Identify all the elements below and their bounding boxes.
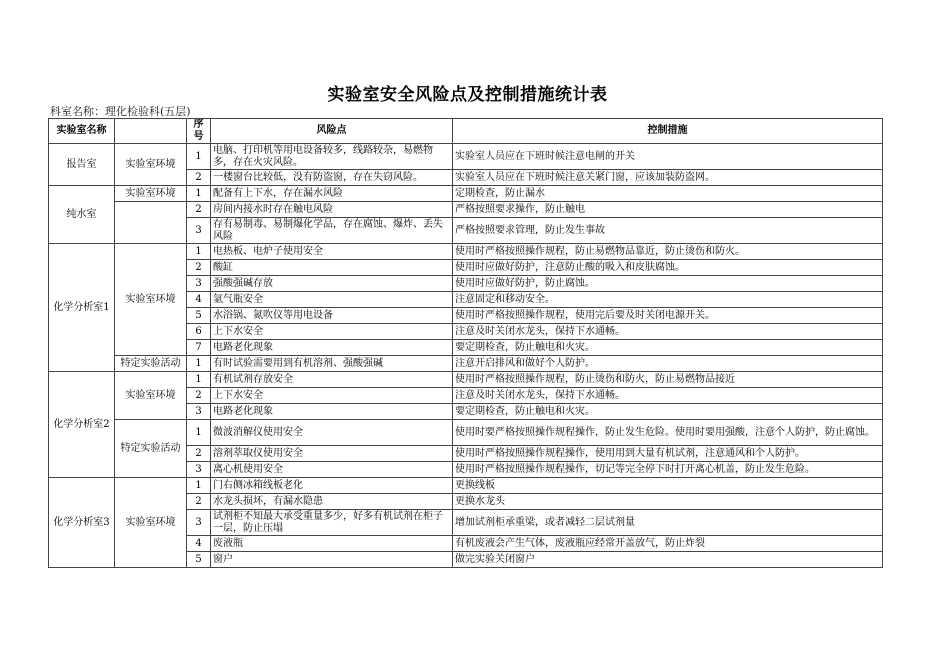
header-row	[49, 119, 883, 144]
risk-cell: 废液瓶	[211, 536, 453, 552]
control-cell: 实验室人员应在下班时候注意关紧门窗，应该加装防盗网。	[453, 170, 883, 186]
risk-cell: 微波消解仪使用安全	[211, 420, 453, 446]
risk-cell: 门右侧冰箱线板老化	[211, 478, 453, 494]
control-cell: 使用时要严格按照操作规程操作，防止发生危险。使用时要用强酸，注意个人防护，防止腐蚀。	[453, 420, 883, 446]
header-risk: 风险点	[211, 119, 453, 144]
risk-cell: 存有易制毒、易制爆化学品，存在腐蚀、爆炸、丢失风险	[211, 218, 453, 244]
category-cell	[115, 202, 187, 244]
no-cell: 5	[187, 552, 211, 568]
category-cell: 特定实验活动	[115, 356, 187, 372]
header-control: 控制措施	[453, 119, 883, 144]
risk-cell: 上下水安全	[211, 324, 453, 340]
no-cell: 4	[187, 536, 211, 552]
no-cell: 3	[187, 404, 211, 420]
risk-cell: 酸缸	[211, 260, 453, 276]
no-cell: 2	[187, 170, 211, 186]
table-row	[49, 144, 883, 170]
no-cell: 1	[187, 144, 211, 170]
category-cell: 实验室环境	[115, 478, 187, 568]
risk-cell: 有机试剂存放安全	[211, 372, 453, 388]
lab-name-cell: 化学分析室2	[49, 372, 115, 478]
risk-cell: 强酸强碱存放	[211, 276, 453, 292]
table-row	[49, 186, 883, 202]
no-cell: 1	[187, 420, 211, 446]
no-cell: 1	[187, 186, 211, 202]
header-lab-name: 实验室名称	[49, 119, 115, 144]
risk-cell: 有时试验需要用到有机溶剂、强酸强碱	[211, 356, 453, 372]
risk-cell: 水龙头损坏，有漏水隐患	[211, 494, 453, 510]
table-row	[49, 244, 883, 260]
control-cell: 使用时严格按照操作规程操作，使用用到大量有机试剂，注意通风和个人防护。	[453, 446, 883, 462]
page-title: 实验室安全风险点及控制措施统计表	[327, 85, 608, 105]
control-cell: 使用时应做好防护，注意防止酸的吸入和皮肤腐蚀。	[453, 260, 883, 276]
risk-table	[48, 118, 883, 568]
table-row	[49, 420, 883, 446]
control-cell: 做完实验关闭窗户	[453, 552, 883, 568]
risk-cell: 房间内接水时存在触电风险	[211, 202, 453, 218]
risk-cell: 上下水安全	[211, 388, 453, 404]
table-row	[49, 372, 883, 388]
no-cell: 7	[187, 340, 211, 356]
no-cell: 3	[187, 276, 211, 292]
lab-name-cell: 报告室	[49, 144, 115, 186]
control-cell: 使用时严格按照操作规程，防止易燃物品靠近，防止烫伤和防火。	[453, 244, 883, 260]
no-cell: 2	[187, 260, 211, 276]
control-cell: 严格按照要求管理，防止发生事故	[453, 218, 883, 244]
no-cell: 5	[187, 308, 211, 324]
control-cell: 更换线板	[453, 478, 883, 494]
risk-cell: 水浴锅、氮吹仪等用电设备	[211, 308, 453, 324]
no-cell: 2	[187, 202, 211, 218]
table-row	[49, 478, 883, 494]
no-cell: 2	[187, 446, 211, 462]
category-cell: 特定实验活动	[115, 420, 187, 478]
risk-cell: 电路老化现象	[211, 404, 453, 420]
risk-cell: 一楼窗台比较低，没有防盗窗，存在失窃风险。	[211, 170, 453, 186]
control-cell: 有机废液会产生气体，废液瓶应经常开盖放气，防止炸裂	[453, 536, 883, 552]
risk-cell: 氩气瓶安全	[211, 292, 453, 308]
risk-cell: 配备有上下水，存在漏水风险	[211, 186, 453, 202]
control-cell: 注意及时关闭水龙头，保持下水通畅。	[453, 324, 883, 340]
risk-cell: 窗户	[211, 552, 453, 568]
header-category	[115, 119, 187, 144]
table-row	[49, 202, 883, 218]
no-cell: 6	[187, 324, 211, 340]
control-cell: 更换水龙头	[453, 494, 883, 510]
header-no: 序号	[187, 119, 211, 144]
control-cell: 要定期检查，防止触电和火灾。	[453, 404, 883, 420]
no-cell: 1	[187, 372, 211, 388]
category-cell: 实验室环境	[115, 144, 187, 186]
no-cell: 2	[187, 494, 211, 510]
lab-name-cell: 化学分析室3	[49, 478, 115, 568]
no-cell: 2	[187, 388, 211, 404]
no-cell: 3	[187, 218, 211, 244]
risk-cell: 溶剂萃取仪使用安全	[211, 446, 453, 462]
no-cell: 1	[187, 244, 211, 260]
control-cell: 注意开启排风和做好个人防护。	[453, 356, 883, 372]
risk-cell: 电脑、打印机等用电设备较多，线路较杂，易燃物多，存在火灾风险。	[211, 144, 453, 170]
risk-cell: 电路老化现象	[211, 340, 453, 356]
control-cell: 使用时应做好防护，防止腐蚀。	[453, 276, 883, 292]
no-cell: 4	[187, 292, 211, 308]
control-cell: 要定期检查，防止触电和火灾。	[453, 340, 883, 356]
no-cell: 3	[187, 510, 211, 536]
control-cell: 增加试剂柜承重梁，或者减轻二层试剂量	[453, 510, 883, 536]
no-cell: 3	[187, 462, 211, 478]
no-cell: 1	[187, 478, 211, 494]
category-cell: 实验室环境	[115, 372, 187, 420]
no-cell: 1	[187, 356, 211, 372]
control-cell: 严格按照要求操作，防止触电	[453, 202, 883, 218]
lab-name-cell: 纯水室	[49, 186, 115, 244]
lab-name-cell: 化学分析室1	[49, 244, 115, 372]
risk-cell: 试剂柜不知最大承受重量多少，好多有机试剂在柜子一层，防止压塌	[211, 510, 453, 536]
control-cell: 使用时严格按照操作规程，防止烫伤和防火，防止易燃物品接近	[453, 372, 883, 388]
control-cell: 定期检查，防止漏水	[453, 186, 883, 202]
control-cell: 使用时严格按照操作规程操作，切记等完全停下时打开离心机盖，防止发生危险。	[453, 462, 883, 478]
control-cell: 注意固定和移动安全。	[453, 292, 883, 308]
table-row	[49, 356, 883, 372]
control-cell: 实验室人员应在下班时候注意电闸的开关	[453, 144, 883, 170]
category-cell: 实验室环境	[115, 186, 187, 202]
risk-cell: 离心机使用安全	[211, 462, 453, 478]
department-line: 科室名称：理化检验科(五层)	[50, 105, 191, 118]
category-cell: 实验室环境	[115, 244, 187, 356]
control-cell: 注意及时关闭水龙头，保持下水通畅。	[453, 388, 883, 404]
control-cell: 使用时严格按照操作规程，使用完后要及时关闭电源开关。	[453, 308, 883, 324]
risk-cell: 电热板、电炉子使用安全	[211, 244, 453, 260]
